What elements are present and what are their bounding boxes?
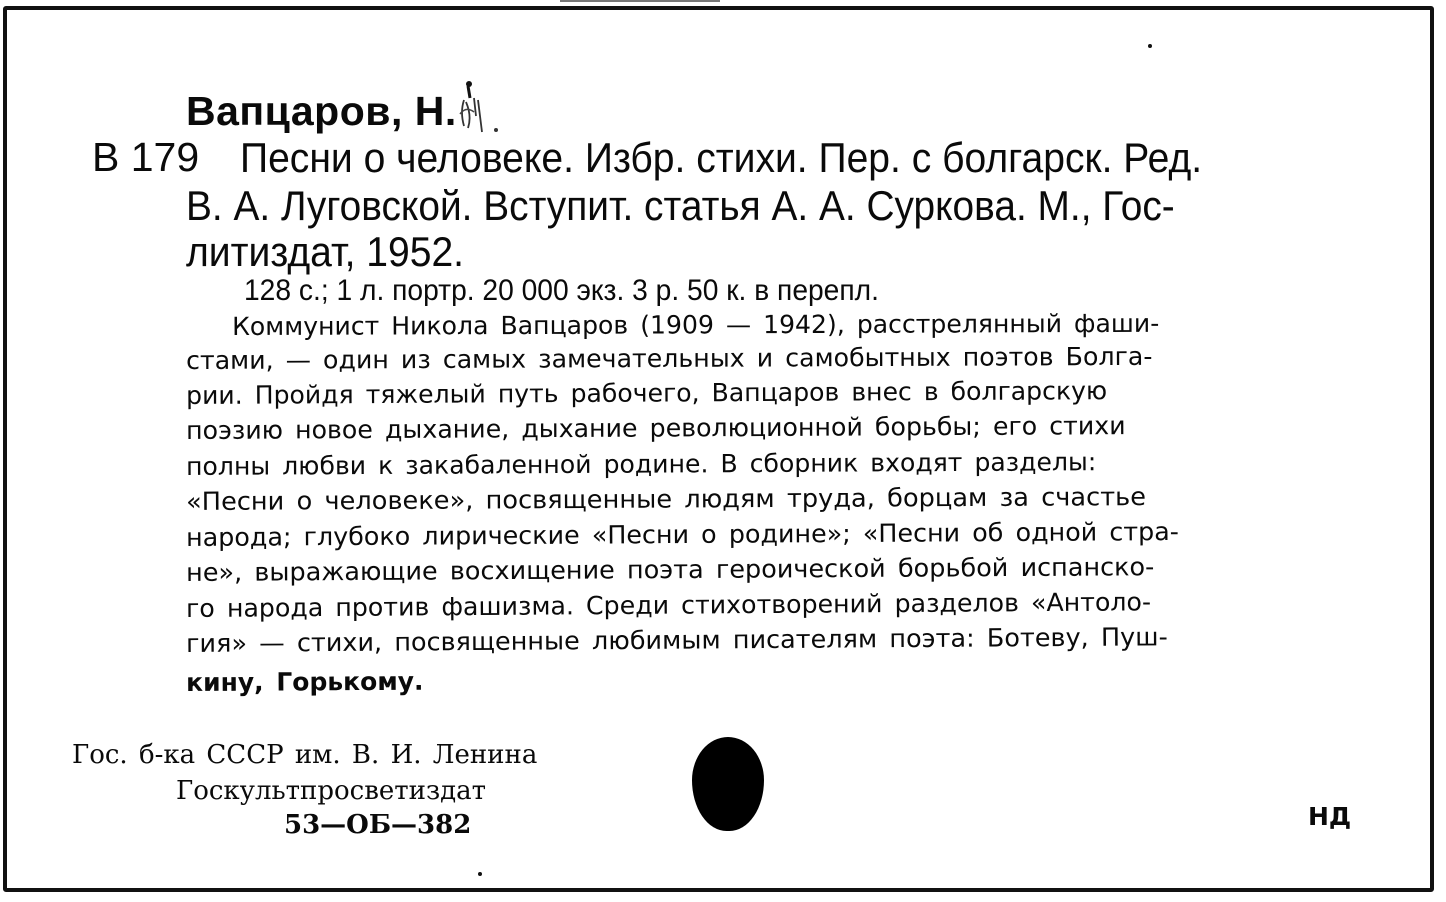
annotation-line: гия» — стихи, посвященные любимым писателям поэта: Ботеву, Пуш- <box>186 622 1168 658</box>
ink-speck <box>1148 44 1152 48</box>
annotation-line: рии. Пройдя тяжелый путь рабочего, Вапцаров внес в болгарскую <box>186 376 1108 410</box>
card-number: 53—ОБ—382 <box>284 810 472 840</box>
library-imprint: Гос. б-ка СССР им. В. И. Ленина <box>72 740 538 770</box>
annotation-line: го народа против фашизма. Среди стихотворений разделов «Антоло- <box>186 587 1152 623</box>
annotation-line: стами, — один из самых замечательных и самобытных поэтов Болга- <box>186 341 1153 375</box>
title-line: литиздат, 1952. <box>186 228 465 275</box>
annotation-line: народа; глубоко лирические «Песни о родине»; «Песни об одной стра- <box>186 517 1179 552</box>
title-line: Песни о человеке. Избр. стихи. Пер. с болгарск. Ред. <box>240 134 1203 181</box>
publisher-imprint: Госкультпросветиздат <box>176 776 487 806</box>
handwritten-mark-icon <box>452 76 502 140</box>
collation: 128 с.; 1 л. портр. 20 000 экз. 3 р. 50 к. в перепл. <box>244 274 879 307</box>
annotation-line: «Песни о человеке», посвященные людям труда, борцам за счастье <box>186 482 1147 516</box>
ink-speck <box>478 872 482 876</box>
punch-hole <box>692 737 764 831</box>
annotation-line: кину, Горькому. <box>186 666 424 697</box>
scan-smudge <box>560 0 720 2</box>
title-line: В. А. Луговской. Вступит. статья А. А. Суркова. М., Гос- <box>186 182 1175 229</box>
annotation-line: поэзию новое дыхание, дыхание революционной борьбы; его стихи <box>186 411 1126 445</box>
annotation-line: не», выражающие восхищение поэта героической борьбой испанско- <box>186 552 1155 587</box>
annotation-line: полны любви к закабаленной родине. В сборник входят разделы: <box>186 447 1097 481</box>
author-heading: Вапцаров, Н. <box>186 88 457 134</box>
card-code: НД <box>1308 802 1352 831</box>
call-number: В 179 <box>92 134 200 180</box>
annotation-line: Коммунист Никола Вапцаров (1909 — 1942), расстрелянный фаши- <box>232 308 1160 341</box>
